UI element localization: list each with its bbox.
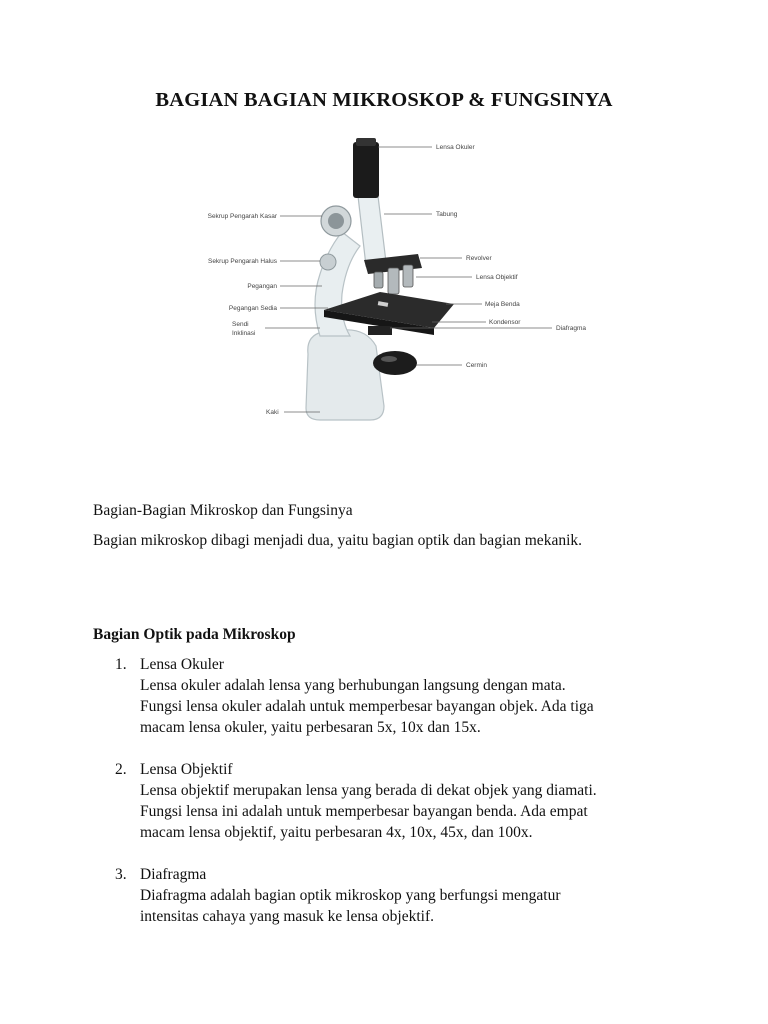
label-kondensor: Kondensor [489,319,521,326]
item-number: 2. [115,761,127,778]
base [306,330,384,420]
body-tube [358,196,386,266]
coarse-knob-center [328,213,344,229]
item-number: 3. [115,866,127,883]
label-lensa-okuler: Lensa Okuler [436,144,475,151]
mirror-highlight [381,356,397,362]
page-title: BAGIAN BAGIAN MIKROSKOP & FUNGSINYA [155,89,613,111]
item-description-line: Fungsi lensa okuler adalah untuk memperbesar bayangan objek. Ada tiga [140,698,594,715]
item-name: Diafragma [140,866,207,883]
condenser [368,326,392,335]
item-description-line: Lensa okuler adalah lensa yang berhubungan langsung dengan mata. [140,677,566,694]
label-meja-benda: Meja Benda [485,301,520,308]
microscope-diagram [170,114,610,424]
label-sekrup-halus: Sekrup Pengarah Halus [207,258,277,265]
label-diafragma: Diafragma [556,325,586,332]
label-cermin: Cermin [466,362,487,369]
subtitle: Bagian-Bagian Mikroskop dan Fungsinya [93,502,353,519]
label-sendi: Sendi [232,321,249,328]
eyepiece [353,142,379,198]
label-pegangan: Pegangan [247,283,277,290]
list-item [93,654,693,738]
list-item [93,759,693,843]
label-sekrup-kasar: Sekrup Pengarah Kasar [207,213,277,220]
item-description-line: Diafragma adalah bagian optik mikroskop yang berfungsi mengatur [140,887,561,904]
intro-paragraph: Bagian mikroskop dibagi menjadi dua, yaitu bagian optik dan bagian mekanik. [93,532,582,549]
label-pegangan-sedia: Pegangan Sedia [228,305,277,312]
objective-lens-2 [403,265,413,287]
item-description-line: intensitas cahaya yang masuk ke lensa objektif. [140,908,434,925]
mirror [373,351,417,375]
item-number: 1. [115,656,127,673]
item-description-line: Fungsi lensa ini adalah untuk memperbesar bayangan benda. Ada empat [140,803,588,820]
optical-parts-list [93,654,693,948]
label-lensa-objektif: Lensa Objektif [476,274,518,281]
fine-focus-knob [320,254,336,270]
list-item [93,864,693,927]
item-description-line: macam lensa objektif, yaitu perbesaran 4x, 10x, 45x, dan 100x. [140,824,533,841]
section-heading: Bagian Optik pada Mikroskop [93,626,296,643]
microscope-illustration [170,114,610,424]
item-description-line: Lensa objektif merupakan lensa yang berada di dekat objek yang diamati. [140,782,597,799]
label-tabung: Tabung [436,211,458,218]
objective-lens-3 [374,272,383,288]
label-revolver: Revolver [466,255,492,262]
item-name: Lensa Objektif [140,761,233,778]
label-inklinasi: Inklinasi [232,330,256,337]
item-name: Lensa Okuler [140,656,224,673]
objective-lens-1 [388,268,399,294]
item-description-line: macam lensa okuler, yaitu perbesaran 5x, 10x dan 15x. [140,719,481,736]
eyepiece-cap [356,138,376,146]
label-kaki: Kaki [266,409,279,416]
